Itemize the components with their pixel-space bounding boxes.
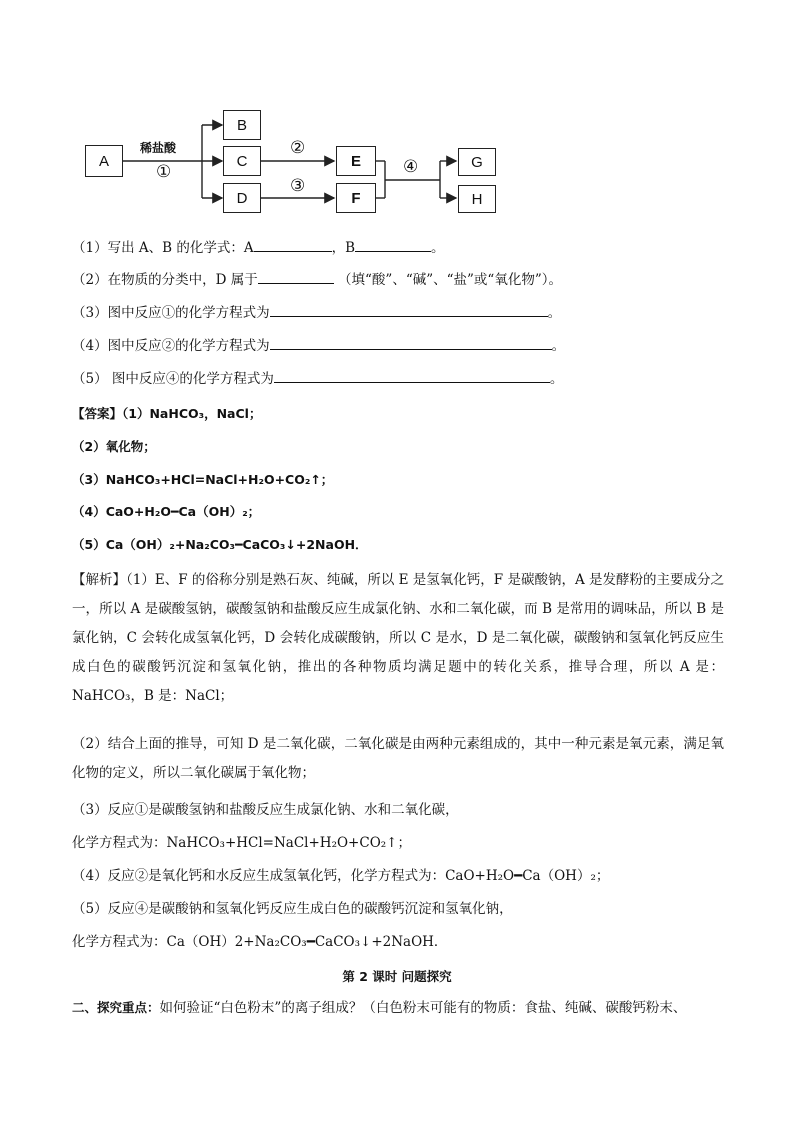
analysis-paragraph-5b: 化学方程式为：Ca（OH）2+Na₂CO₃━CaCO₃↓+2NaOH．	[72, 934, 448, 950]
step1-label: ①	[156, 162, 172, 182]
section-text: 如何验证“白色粉末”的离子组成？（白色粉末可能有的物质：食盐、纯碱、碳酸钙粉末、	[159, 1000, 687, 1016]
answer-2: （2）氧化物；	[72, 439, 156, 454]
question-3	[72, 304, 561, 322]
q3-text: （3）图中反应①的化学方程式为	[72, 305, 270, 321]
answer-4: （4）CaO+H₂O━Ca（OH）₂；	[72, 504, 261, 519]
answer-3: （3）NaHCO₃+HCl=NaCl+H₂O+CO₂↑；	[72, 472, 334, 487]
step3-label: ③	[290, 176, 306, 196]
question-2	[72, 271, 562, 289]
q1-blank-b	[355, 239, 431, 252]
answer-1-text: （1）NaHCO₃，NaCl；	[122, 406, 262, 421]
box-e: E	[336, 146, 376, 176]
box-d: D	[223, 183, 261, 213]
q5-blank	[274, 370, 550, 383]
answer-5: （5）Ca（OH）₂+Na₂CO₃━CaCO₃↓+2NaOH．	[72, 537, 368, 552]
q1-blank-a	[254, 239, 332, 252]
question-1	[72, 239, 445, 257]
q4-blank	[270, 337, 552, 350]
analysis-paragraph-3a: （3）反应①是碳酸氢钠和盐酸反应生成氯化钠、水和二氧化碳，	[72, 802, 459, 818]
analysis-paragraph-2: （2）结合上面的推导，可知 D 是二氧化碳，二氧化碳是由两种元素组成的，其中一种元素是氧元素，满足氧化物的定义，所以二氧化碳属于氧化物；	[72, 736, 724, 781]
box-f: F	[336, 183, 376, 213]
reaction-flow-diagram	[80, 105, 500, 220]
q3-blank	[270, 304, 548, 317]
step2-label: ②	[290, 138, 306, 158]
analysis-paragraph-5a: （5）反应④是碳酸钠和氢氧化钙反应生成白色的碳酸钙沉淀和氢氧化钠，	[72, 901, 513, 917]
q5-text: （5） 图中反应④的化学方程式为	[72, 371, 274, 387]
q3-end: 。	[547, 305, 562, 321]
section-heading: 二、探究重点：	[72, 1000, 160, 1015]
q4-text: （4）图中反应②的化学方程式为	[72, 338, 270, 354]
q1-end: 。	[431, 240, 445, 256]
section-title: 第 2 课时 问题探究	[342, 969, 452, 984]
box-h: H	[458, 185, 496, 213]
analysis-paragraph-3b: 化学方程式为：NaHCO₃+HCl=NaCl+H₂O+CO₂↑；	[72, 835, 411, 851]
section-heading-line	[72, 999, 686, 1017]
box-b: B	[223, 110, 261, 140]
diagram-arrows	[80, 105, 500, 220]
analysis-paragraph-4: （4）反应②是氧化钙和水反应生成氢氧化钙，化学方程式为：CaO+H₂O━Ca（OH）₂；	[72, 868, 610, 884]
box-c: C	[223, 146, 261, 176]
step4-label: ④	[403, 157, 419, 177]
q2-text-b: （填“酸”、“碱”、“盐”或“氧化物”）。	[338, 272, 562, 288]
q2-text-a: （2）在物质的分类中，D 属于	[72, 272, 258, 288]
question-4	[72, 337, 565, 355]
q2-blank	[258, 271, 334, 284]
q5-end: 。	[549, 371, 564, 387]
analysis-paragraph-1: 【解析】（1）E、F 的俗称分别是熟石灰、纯碱，所以 E 是氢氧化钙，F 是碳酸钠，A 是发酵粉的主要成分之一，所以 A 是碳酸氢钠，碳酸氢钠和盐酸反应生成氯化钠、水和二氧化碳，而 B 是常用的调味品，所以 B 是氯化钠，C 会转化成氢氧化钙，D 会转化成碳酸钠，所以 C 是水，D 是二氧化碳，碳酸钠和氢氧化钙反应生成白色的碳酸钙沉淀和氢氧化钠，推出的各种物质均满足题中的转化关系，推导合理，所以 A 是：NaHCO₃，B 是：NaCl；	[72, 572, 724, 704]
q1-text-a: （1）写出 A、B 的化学式：A	[72, 240, 254, 256]
box-g: G	[458, 148, 496, 176]
question-5	[72, 370, 563, 388]
box-a: A	[85, 145, 123, 177]
reagent-label: 稀盐酸	[140, 141, 177, 155]
answer-1	[72, 405, 261, 423]
q4-end: 。	[551, 338, 566, 354]
q1-text-b: ，B	[331, 240, 356, 256]
answer-tag: 【答案】	[72, 406, 123, 421]
